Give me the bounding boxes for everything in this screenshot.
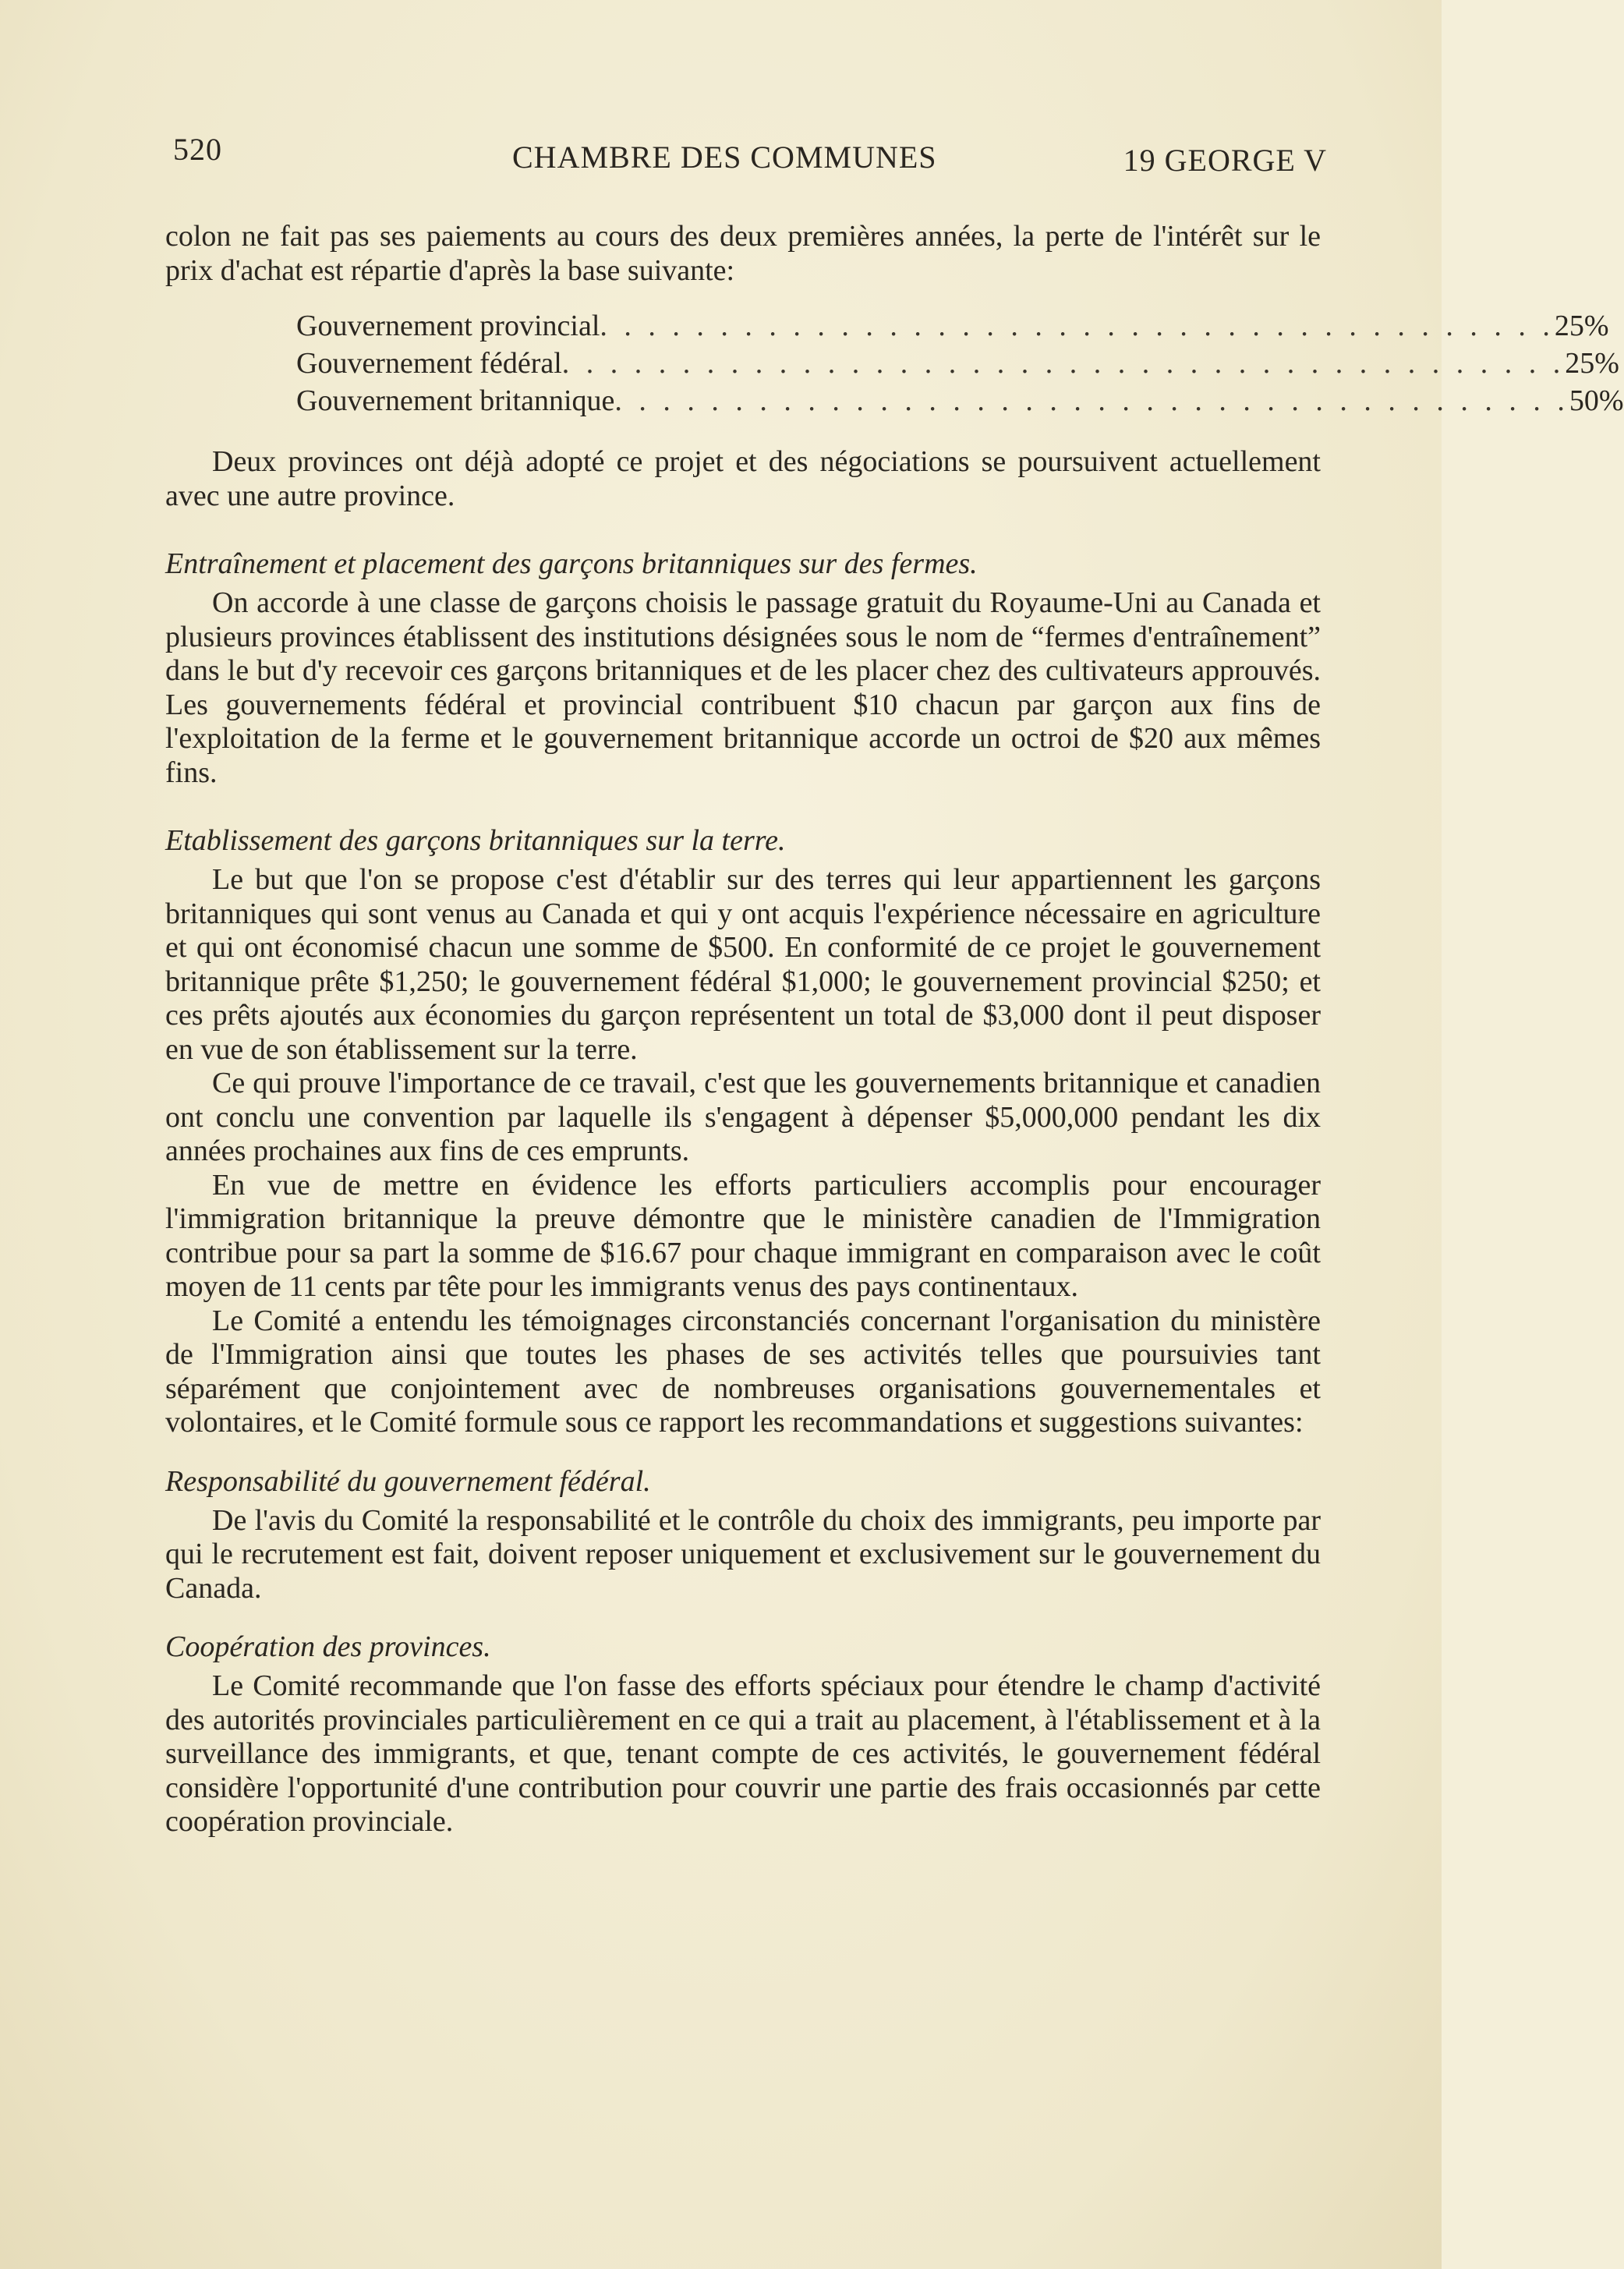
section-heading-entrainement: Entraînement et placement des garçons britanniques sur des fermes.	[165, 547, 978, 580]
session-label: 19 GEORGE V	[1123, 143, 1327, 178]
row-value: 50%	[1569, 384, 1624, 417]
evidence-paragraph: En vue de mettre en évidence les efforts particuliers accomplis pour encourager l'immigration britannique la preuve démontre que le ministère canadien de l'Immigration contribue pour sa part la somme de $16.67 pour chaque immigrant en comparaison avec le coût moyen de 11 cents par tête pour les immigrants venus des pays continentaux.	[165, 1168, 1321, 1303]
leader-dots: . . . . . . . . . . . . . . . . . . . . . . . . . . . . . . . . . . . . . . . .	[600, 310, 1555, 342]
cooperation-paragraph: Le Comité recommande que l'on fasse des efforts spéciaux pour étendre le champ d'activité des autorités provinciales particulièrement en ce qui a trait au placement, à l'établissement et à la surveillance des immigrants, et que, tenant compte de ces activités, le gouvernement fédéral considère l'opportunité d'une contribution pour couvrir une partie des frais occasionnés par cette coopération provinciale.	[165, 1669, 1321, 1838]
intro-paragraph: colon ne fait pas ses paiements au cours des deux premières années, la perte de l'intérêt sur le prix d'achat est répartie d'après la base suivante:	[165, 220, 1321, 287]
row-label: Gouvernement provincial	[296, 310, 600, 342]
importance-paragraph: Ce qui prouve l'importance de ce travail, c'est que les gouvernements britannique et canadien ont conclu une convention par laquelle ils s'engagent à dépenser $5,000,000 pendant les dix années prochaines aux fins de ces emprunts.	[165, 1067, 1321, 1167]
cost-sharing-table	[296, 310, 1624, 422]
section-heading-etablissement: Etablissement des garçons britanniques sur la terre.	[165, 824, 786, 857]
row-value: 25%	[1565, 347, 1619, 380]
row-value: 25%	[1554, 310, 1609, 342]
section-heading-cooperation: Coopération des provinces.	[165, 1630, 491, 1663]
table-row	[296, 310, 1609, 347]
table-row	[296, 384, 1624, 422]
page-header	[173, 131, 1327, 178]
section-heading-responsabilite: Responsabilité du gouvernement fédéral.	[165, 1464, 651, 1498]
comite-paragraph: Le Comité a entendu les témoignages circonstanciés concernant l'organisation du ministère de l'Immigration ainsi que toutes les phases de ses activités telles que poursuivies tant séparément que conjointement avec de nombreuses organisations gouvernementales et volontaires, et le Comité formule sous ce rapport les recommandations et suggestions suivantes:	[165, 1304, 1321, 1439]
provinces-paragraph: Deux provinces ont déjà adopté ce projet et des négociations se poursuivent actuellement avec une autre province.	[165, 445, 1321, 512]
row-label: Gouvernement fédéral	[296, 347, 562, 380]
entrainement-paragraph: On accorde à une classe de garçons choisis le passage gratuit du Royaume-Uni au Canada et plusieurs provinces établissent des institutions désignées sous le nom de “fermes d'entraînement” dans le but d'y recevoir ces garçons britanniques et de les placer chez des cultivateurs approuvés. Les gouvernements fédéral et provincial contribuent $10 chacun par garçon aux fins de l'exploitation de la ferme et le gouvernement britannique accorde un octroi de $20 aux mêmes fins.	[165, 586, 1321, 789]
leader-dots: . . . . . . . . . . . . . . . . . . . . . . . . . . . . . . . . . . . . . . . .	[614, 384, 1569, 417]
page-title: CHAMBRE DES COMMUNES	[512, 140, 937, 175]
table-row	[296, 347, 1619, 384]
page-body	[165, 220, 1624, 1839]
responsabilite-paragraph: De l'avis du Comité la responsabilité et le contrôle du choix des immigrants, peu importe par qui le recrutement est fait, doivent reposer uniquement et exclusivement sur le gouvernement du Canada.	[165, 1503, 1321, 1605]
etablissement-paragraph: Le but que l'on se propose c'est d'établir sur des terres qui leur appartiennent les garçons britanniques qui sont venus au Canada et qui y ont acquis l'expérience nécessaire en agriculture et qui ont économisé chacun une somme de $500. En conformité de ce projet le gouvernement britannique prête $1,250; le gouvernement fédéral $1,000; le gouvernement provincial $250; et ces prêts ajoutés aux économies du garçon représentent un total de $3,000 dont il peut disposer en vue de son établissement sur la terre.	[165, 863, 1321, 1066]
leader-dots: . . . . . . . . . . . . . . . . . . . . . . . . . . . . . . . . . . . . . . . . . .	[561, 347, 1566, 380]
page-number: 520	[173, 132, 222, 167]
row-label: Gouvernement britannique	[296, 384, 615, 417]
